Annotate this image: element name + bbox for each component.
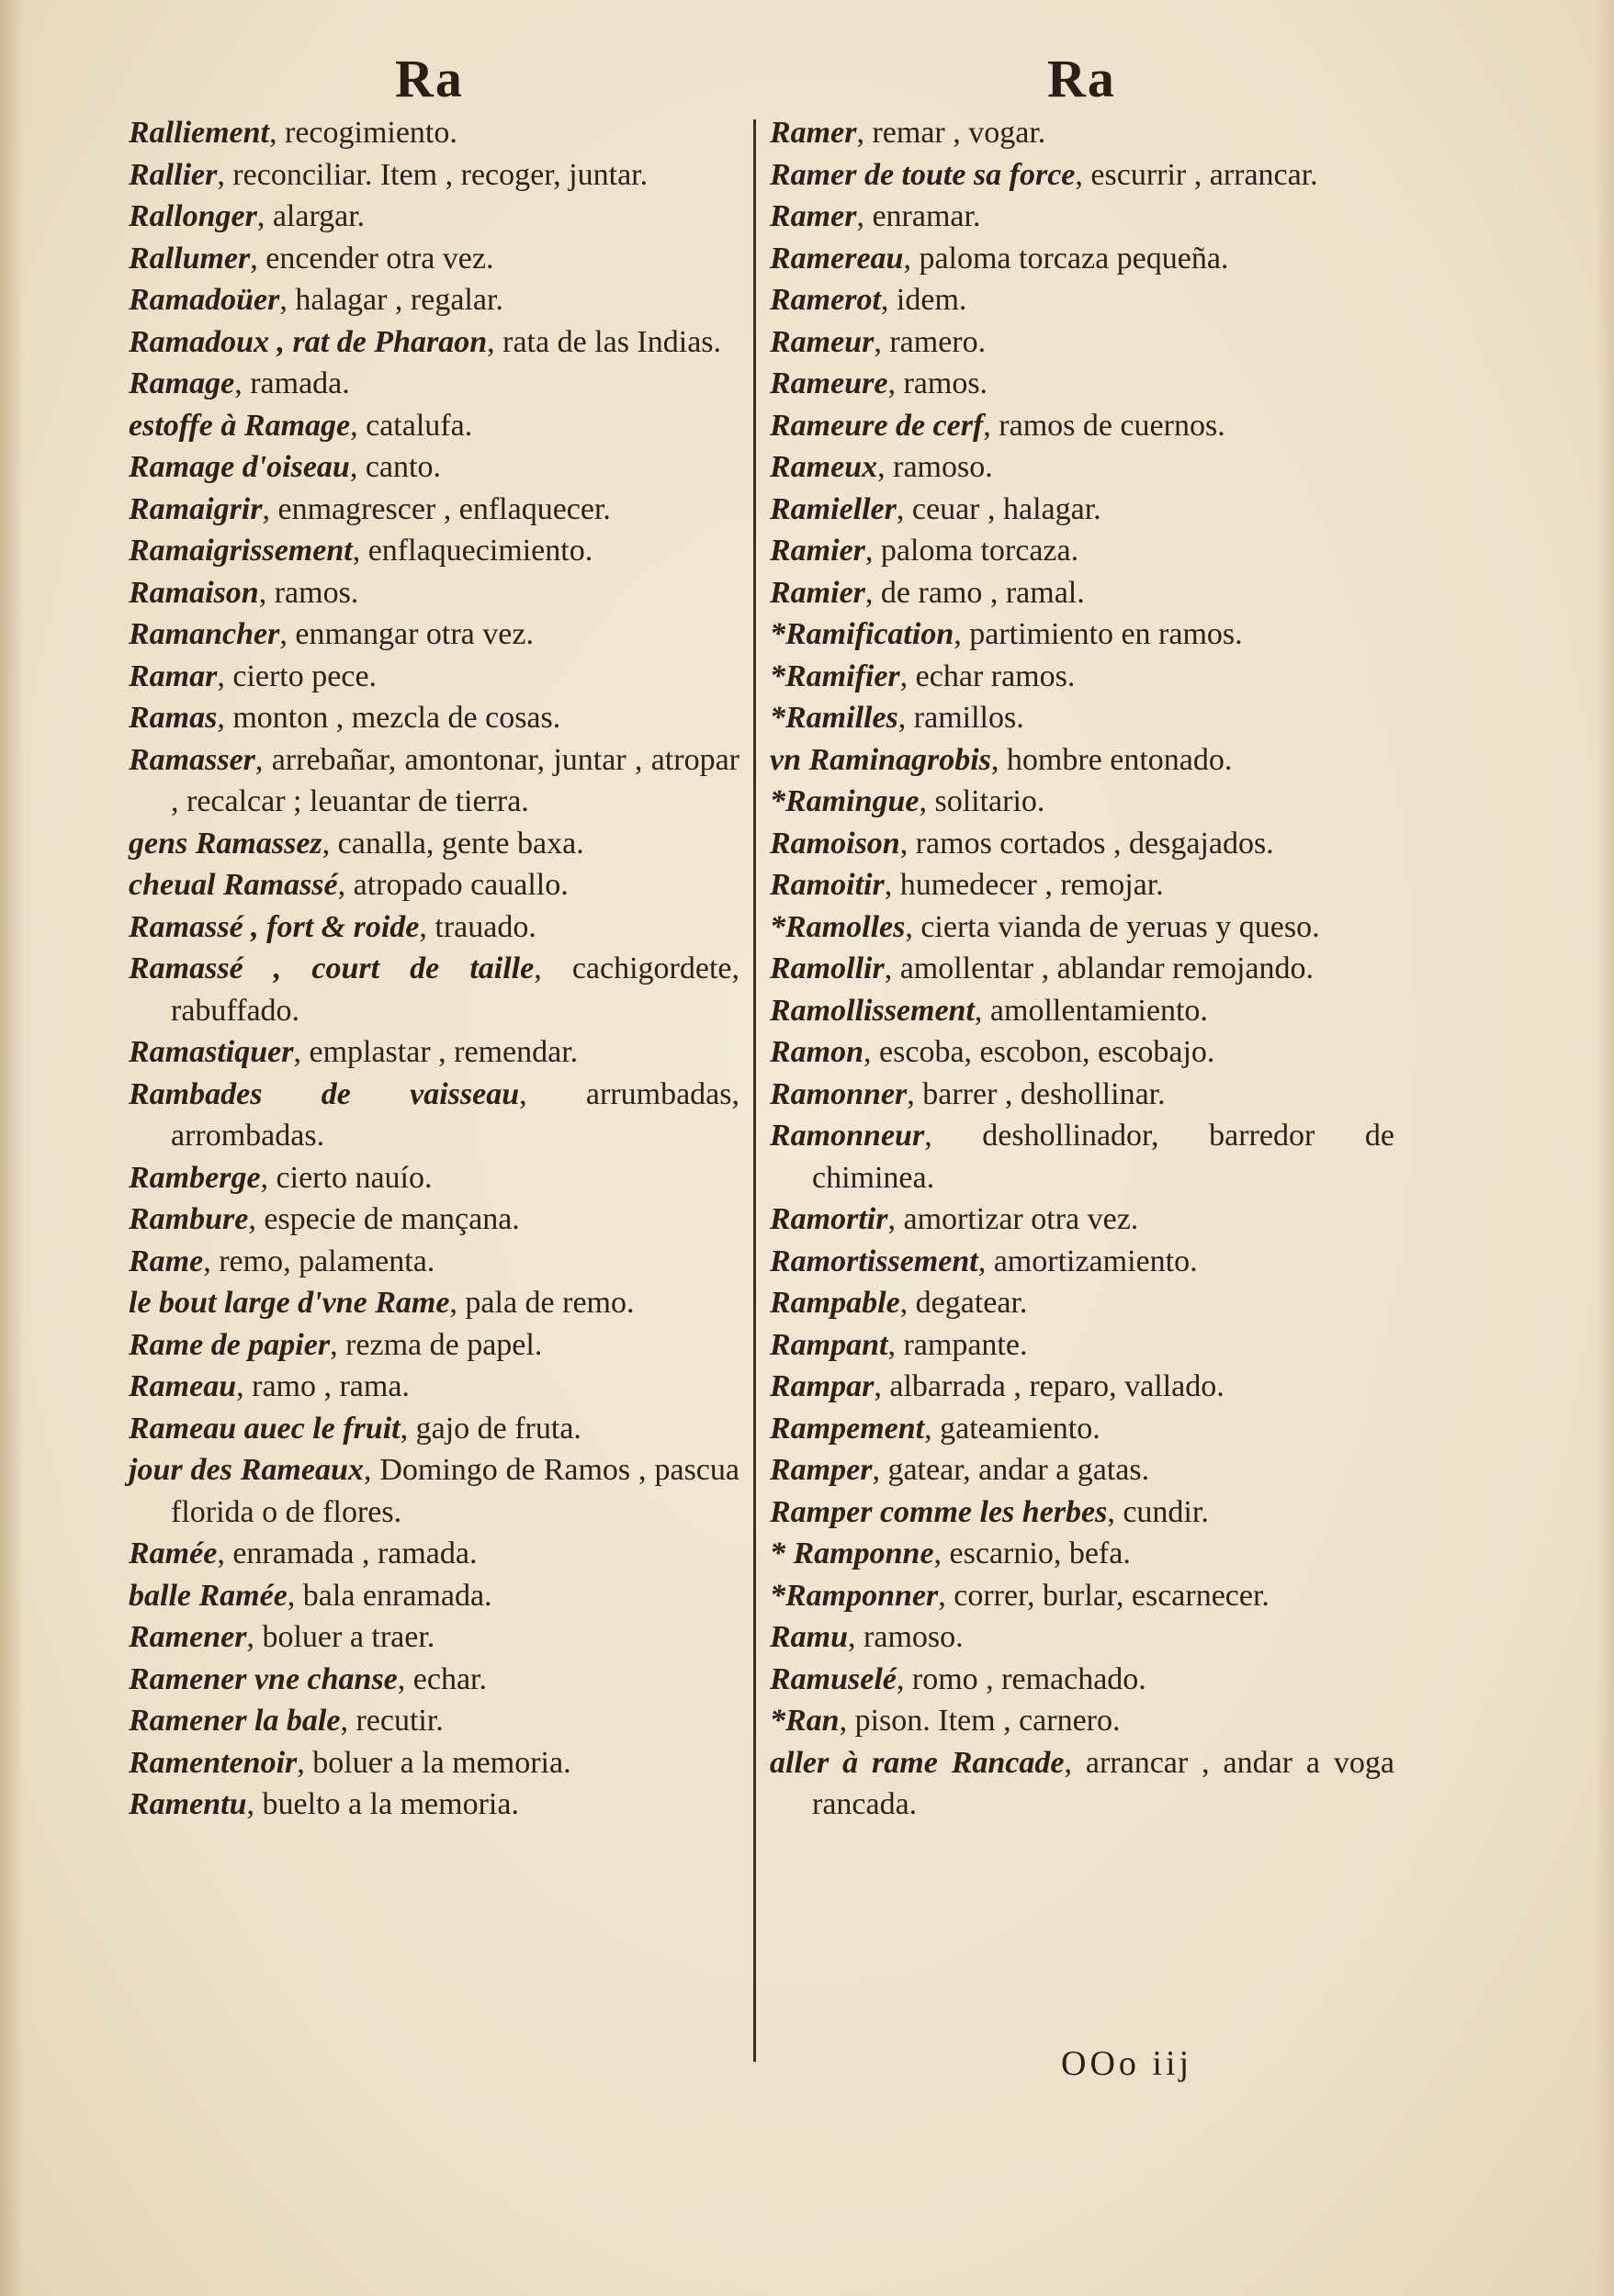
dictionary-entry [129, 446, 739, 489]
entry-definition: , canalla, gente baxa. [322, 826, 584, 861]
entry-headword: Ramier [770, 575, 865, 610]
entry-headword: Ramener [129, 1620, 247, 1654]
dictionary-entry [129, 1031, 739, 1074]
entry-definition: , alargar. [256, 199, 366, 233]
dictionary-entry [129, 1157, 739, 1199]
entry-headword: Ramollir [770, 951, 885, 985]
dictionary-entry [770, 1324, 1394, 1367]
entry-definition: , ceuar , halagar. [896, 491, 1101, 526]
entry-headword: Rameur [770, 324, 875, 359]
entry-definition: , arrancar , andar a voga rancada. [812, 1745, 1394, 1821]
dictionary-entry [770, 1491, 1394, 1534]
dictionary-entry [770, 572, 1394, 614]
entry-definition: , cachigordete, rabuffado. [171, 951, 740, 1028]
entry-definition: , enramar. [856, 199, 981, 233]
entry-headword: vn Raminagrobis [770, 742, 991, 777]
entry-headword: Ramereau [770, 241, 904, 276]
entry-definition: , echar. [397, 1661, 487, 1696]
entry-headword: Ramer de toute sa force [770, 157, 1076, 192]
entry-headword: Ramar [129, 658, 218, 693]
dictionary-entry [129, 363, 739, 405]
entry-definition: , amortizar otra vez. [887, 1202, 1139, 1236]
entry-headword: Ramortissement [770, 1244, 978, 1278]
entry-definition: , enmagrescer , enflaquecer. [262, 491, 611, 526]
entry-headword: Ramon [770, 1035, 864, 1069]
entry-definition: , escurrir , arrancar. [1075, 157, 1318, 192]
dictionary-entry [129, 1199, 739, 1241]
entry-definition: , enflaquecimiento. [352, 534, 593, 568]
dictionary-entry [129, 530, 739, 572]
dictionary-entry [770, 112, 1394, 154]
dictionary-entry [770, 1575, 1394, 1617]
dictionary-entry [770, 1659, 1394, 1701]
entry-headword: Ramaison [129, 575, 259, 610]
entry-headword: Ramonner [770, 1076, 908, 1111]
entry-headword: Rambades de vaisseau [129, 1076, 520, 1111]
dictionary-entry [129, 948, 739, 1031]
entry-definition: , recogimiento. [269, 116, 457, 150]
entry-headword: Rameau auec le fruit [129, 1411, 401, 1446]
entry-definition: , halagar , regalar. [279, 283, 503, 317]
entry-definition: , cierto pece. [217, 658, 378, 693]
entry-headword: Ramer [770, 199, 857, 233]
dictionary-entry [770, 1241, 1394, 1283]
dictionary-entry [770, 864, 1394, 906]
entry-definition: , especie de mançana. [248, 1202, 520, 1236]
left-column [129, 112, 739, 1826]
entry-headword: Ramoitir [770, 868, 885, 902]
entry-headword: Ramaigrissement [129, 534, 353, 568]
entry-definition: , ramero. [874, 324, 987, 359]
dictionary-entry [129, 238, 739, 280]
entry-headword: Ramortir [770, 1202, 888, 1236]
entry-definition: , hombre entonado. [990, 742, 1233, 777]
dictionary-entry [129, 196, 739, 238]
dictionary-entry [770, 1031, 1394, 1074]
dictionary-entry [129, 279, 739, 321]
dictionary-entry [770, 489, 1394, 531]
entry-headword: Ramas [129, 701, 218, 735]
entry-definition: , boluer a la memoria. [297, 1745, 571, 1780]
entry-definition: , cierto nauío. [260, 1160, 433, 1195]
entry-headword: *Ramponner [770, 1578, 939, 1613]
entry-headword: Ramer [770, 116, 857, 150]
entry-headword: Ramollissement [770, 993, 975, 1028]
entry-headword: Rampant [770, 1327, 888, 1362]
entry-definition: , paloma torcaza pequeña. [903, 241, 1229, 276]
entry-definition: , monton , mezcla de cosas. [217, 701, 561, 735]
dictionary-entry [129, 489, 739, 531]
dictionary-entry [129, 1575, 739, 1617]
entry-headword: Rambure [129, 1202, 249, 1236]
entry-definition: , gajo de fruta. [400, 1411, 581, 1446]
entry-headword: Ramu [770, 1620, 849, 1654]
entry-definition: , romo , remachado. [896, 1661, 1146, 1696]
entry-headword: estoffe à Ramage [129, 408, 351, 443]
entry-definition: , albarrada , reparo, vallado. [874, 1369, 1225, 1403]
dictionary-entry [129, 1282, 739, 1324]
entry-headword: Ramonneur [770, 1119, 925, 1153]
dictionary-entry [129, 656, 739, 698]
page-edge-shadow-right [1596, 0, 1614, 2296]
dictionary-entry [770, 530, 1394, 572]
entry-headword: Rameure [770, 366, 888, 400]
entry-definition: , solitario. [919, 784, 1045, 818]
entry-headword: Rame [129, 1244, 204, 1278]
dictionary-entry [770, 948, 1394, 990]
dictionary-entry [770, 613, 1394, 656]
dictionary-entry [770, 656, 1394, 698]
entry-headword: *Ramingue [770, 784, 920, 818]
dictionary-entry [129, 864, 739, 906]
entry-headword: Rameure de cerf [770, 408, 984, 443]
entry-definition: , rampante. [887, 1327, 1028, 1362]
dictionary-entry [770, 154, 1394, 197]
entry-definition: , cierta vianda de yeruas y queso. [905, 909, 1320, 944]
dictionary-entry [129, 1366, 739, 1408]
dictionary-entry [129, 739, 739, 823]
dictionary-entry [770, 1282, 1394, 1324]
entry-definition: , arrebañar, amontonar, juntar , atropar , recalcar ; leuantar de tierra. [171, 742, 739, 818]
dictionary-entry [129, 906, 739, 949]
running-header-right: Ra [1047, 49, 1116, 108]
dictionary-entry [770, 279, 1394, 321]
entry-headword: Ralliement [129, 116, 269, 150]
entry-definition: , arrumbadas, arrombadas. [171, 1076, 739, 1153]
entry-headword: Ramadoüer [129, 283, 280, 317]
entry-definition: , ramos. [258, 575, 359, 610]
dictionary-entry [770, 1700, 1394, 1742]
entry-definition: , rezma de papel. [330, 1327, 543, 1362]
entry-definition: , echar ramos. [899, 658, 1076, 693]
dictionary-entry [129, 572, 739, 614]
running-header-left: Ra [395, 49, 464, 108]
dictionary-entry [770, 321, 1394, 364]
dictionary-entry [770, 1742, 1394, 1826]
entry-headword: Rameau [129, 1369, 237, 1403]
entry-definition: , trauado. [419, 909, 536, 944]
entry-headword: Rampar [770, 1369, 875, 1403]
entry-definition: , ramo , rama. [236, 1369, 410, 1403]
dictionary-entry [770, 1533, 1394, 1575]
dictionary-entry [770, 990, 1394, 1032]
entry-headword: Ramener la bale [129, 1704, 341, 1738]
entry-headword: aller à rame Rancade [770, 1745, 1065, 1780]
entry-headword: Ramoison [770, 826, 900, 861]
entry-definition: , de ramo , ramal. [864, 575, 1085, 610]
entry-definition: , catalufa. [350, 408, 473, 443]
dictionary-entry [770, 1616, 1394, 1659]
entry-headword: Ramadoux , rat de Pharaon [129, 324, 488, 359]
entry-headword: Ramper comme les herbes [770, 1494, 1108, 1529]
entry-definition: , ramos cortados , desgajados. [899, 826, 1274, 861]
dictionary-entry [129, 1659, 739, 1701]
entry-definition: , atropado cauallo. [337, 868, 569, 902]
entry-definition: , deshollinador, barredor de chiminea. [812, 1119, 1394, 1195]
entry-headword: Ramassé , fort & roide [129, 909, 420, 944]
entry-definition: , correr, burlar, escarnecer. [938, 1578, 1270, 1613]
entry-headword: Ramerot [770, 283, 881, 317]
entry-definition: , ramos. [887, 366, 988, 400]
dictionary-entry [770, 1366, 1394, 1408]
entry-definition: , ramoso. [877, 450, 993, 484]
entry-definition: , Domingo de Ramos , pascua florida o de flores. [171, 1453, 739, 1529]
entry-definition: , reconciliar. Item , recoger, juntar. [217, 157, 649, 192]
dictionary-entry [129, 1074, 739, 1157]
right-column [770, 112, 1394, 1826]
dictionary-entry [770, 1449, 1394, 1491]
entry-headword: Rallumer [129, 241, 251, 276]
entry-definition: , gatear, andar a gatas. [872, 1453, 1150, 1487]
entry-definition: , remar , vogar. [856, 116, 1046, 150]
entry-definition: , degatear. [899, 1286, 1028, 1320]
entry-definition: , amollentamiento. [974, 993, 1208, 1028]
entry-definition: , pala de remo. [449, 1286, 635, 1320]
entry-headword: Ramage d'oiseau [129, 450, 350, 484]
entry-definition: , remo, palamenta. [203, 1244, 435, 1278]
dictionary-entry [129, 405, 739, 447]
entry-definition: , emplastar , remendar. [293, 1035, 579, 1069]
dictionary-entry [770, 1074, 1394, 1116]
dictionary-entry [770, 906, 1394, 949]
entry-headword: le bout large d'vne Rame [129, 1286, 450, 1320]
dictionary-entry [129, 1408, 739, 1450]
dictionary-entry [129, 1241, 739, 1283]
dictionary-entry [770, 1199, 1394, 1241]
entry-headword: Ramaigrir [129, 491, 263, 526]
dictionary-entry [129, 1533, 739, 1575]
dictionary-entry [129, 697, 739, 739]
dictionary-entry [129, 1742, 739, 1784]
dictionary-entry [770, 739, 1394, 782]
entry-headword: Ramier [770, 534, 865, 568]
entry-headword: Ramberge [129, 1160, 261, 1195]
entry-headword: *Ramifier [770, 658, 900, 693]
entry-definition: , boluer a traer. [246, 1620, 435, 1654]
entry-headword: Ramancher [129, 617, 280, 651]
dictionary-entry [129, 613, 739, 656]
dictionary-entry [770, 823, 1394, 865]
dictionary-entry [770, 405, 1394, 447]
entry-headword: Ramentu [129, 1787, 247, 1821]
entry-headword: Rameux [770, 450, 878, 484]
entry-headword: *Ramilles [770, 701, 898, 735]
entry-headword: gens Ramassez [129, 826, 322, 861]
dictionary-entry [129, 112, 739, 154]
dictionary-entry [770, 1408, 1394, 1450]
entry-headword: cheual Ramassé [129, 868, 338, 902]
entry-headword: *Ran [770, 1704, 840, 1738]
entry-definition: , cundir. [1107, 1494, 1209, 1529]
entry-headword: Ramasser [129, 742, 255, 777]
entry-definition: , ramada. [234, 366, 350, 400]
entry-headword: jour des Rameaux [129, 1453, 364, 1487]
entry-headword: balle Ramée [129, 1578, 288, 1613]
entry-definition: , canto. [349, 450, 441, 484]
entry-definition: , humedecer , remojar. [884, 868, 1164, 902]
entry-headword: Rame de papier [129, 1327, 331, 1362]
entry-definition: , bala enramada. [287, 1578, 492, 1613]
signature-mark: OOo iij [1061, 2044, 1193, 2083]
dictionary-entry [770, 446, 1394, 489]
column-divider [753, 119, 756, 2062]
dictionary-entry [129, 154, 739, 197]
dictionary-entry [129, 1324, 739, 1367]
entry-definition: , ramos de cuernos. [983, 408, 1225, 443]
entry-definition: , idem. [880, 283, 967, 317]
dictionary-entry [129, 1700, 739, 1742]
entry-headword: Ramener vne chanse [129, 1661, 398, 1696]
entry-definition: , amollentar , ablandar remojando. [884, 951, 1315, 985]
entry-definition: , encender otra vez. [250, 241, 494, 276]
entry-headword: Rallonger [129, 199, 257, 233]
entry-headword: Ramassé , court de taille [129, 951, 535, 985]
entry-headword: * Ramponne [770, 1536, 934, 1570]
dictionary-entry [770, 363, 1394, 405]
dictionary-entry [129, 1449, 739, 1533]
entry-definition: , pison. Item , carnero. [839, 1704, 1121, 1738]
dictionary-entry [770, 196, 1394, 238]
dictionary-entry [770, 781, 1394, 823]
entry-definition: , ramoso. [848, 1620, 964, 1654]
dictionary-entry [770, 1115, 1394, 1199]
dictionary-entry [129, 1784, 739, 1826]
entry-definition: , paloma torcaza. [864, 534, 1079, 568]
entry-headword: Ramentenoir [129, 1745, 298, 1780]
entry-headword: *Ramification [770, 617, 954, 651]
entry-definition: , buelto a la memoria. [246, 1787, 519, 1821]
page-edge-shadow-left [0, 0, 24, 2296]
dictionary-entry [129, 823, 739, 865]
dictionary-entry [770, 697, 1394, 739]
entry-headword: Rampable [770, 1286, 900, 1320]
entry-definition: , ramillos. [897, 701, 1024, 735]
entry-headword: Rallier [129, 157, 218, 192]
entry-definition: , gateamiento. [924, 1411, 1100, 1446]
entry-definition: , escoba, escobon, escobajo. [863, 1035, 1215, 1069]
entry-headword: Ramper [770, 1453, 873, 1487]
entry-definition: , rata de las Indias. [487, 324, 722, 359]
dictionary-entry [770, 238, 1394, 280]
entry-headword: *Ramolles [770, 909, 906, 944]
entry-definition: , enramada , ramada. [217, 1536, 478, 1570]
dictionary-entry [129, 1616, 739, 1659]
entry-headword: Ramée [129, 1536, 218, 1570]
entry-headword: Ramastiquer [129, 1035, 294, 1069]
entry-definition: , recutir. [340, 1704, 444, 1738]
dictionary-entry [129, 321, 739, 364]
entry-headword: Ramage [129, 366, 235, 400]
entry-definition: , enmangar otra vez. [279, 617, 534, 651]
entry-definition: , barrer , deshollinar. [907, 1076, 1166, 1111]
entry-headword: Ramieller [770, 491, 897, 526]
entry-definition: , partimiento en ramos. [954, 617, 1243, 651]
entry-definition: , amortizamiento. [977, 1244, 1198, 1278]
entry-definition: , escarnio, befa. [933, 1536, 1131, 1570]
entry-headword: Ramuselé [770, 1661, 897, 1696]
entry-headword: Rampement [770, 1411, 925, 1446]
